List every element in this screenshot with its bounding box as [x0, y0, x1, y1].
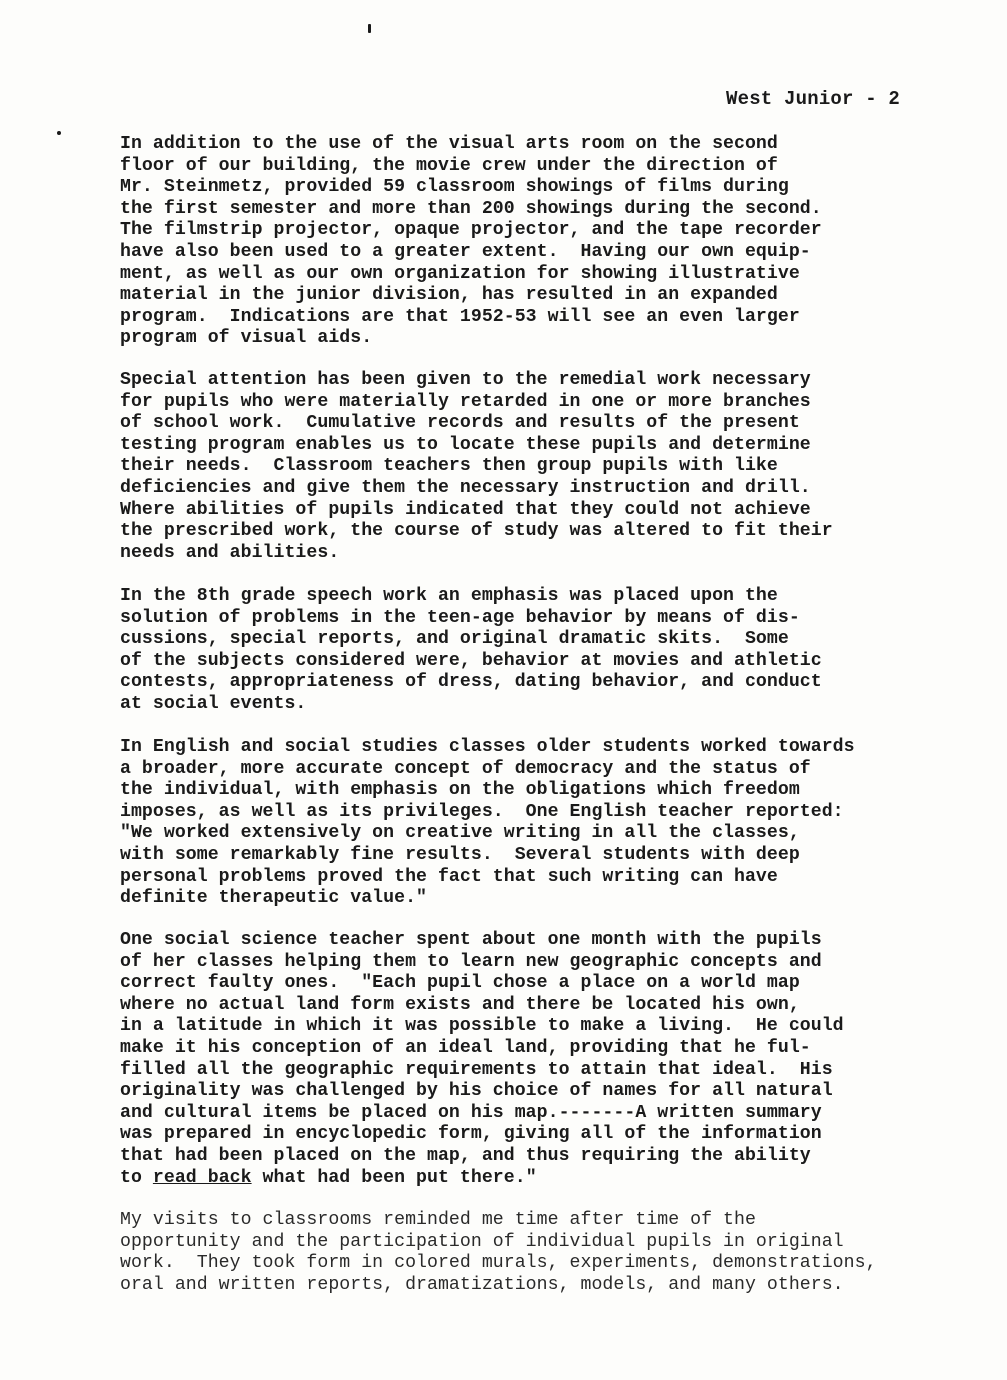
- text-line: for pupils who were materially retarded in one or more branches: [120, 391, 811, 412]
- text-line: at social events.: [120, 693, 307, 714]
- paragraph-english-social-studies: [120, 737, 1000, 910]
- text-line-last: [120, 1168, 1000, 1190]
- text-line: in a latitude in which it was possible to make a living. He could: [120, 1016, 844, 1037]
- text-line: program of visual aids.: [120, 328, 373, 349]
- text-line: Where abilities of pupils indicated that they could not achieve: [120, 499, 811, 520]
- text-line: My visits to classrooms reminded me time after time of the: [120, 1210, 756, 1230]
- text-line: that had been placed on the map, and thus requiring the ability: [120, 1145, 811, 1166]
- text-line: In English and social studies classes older students worked towards: [120, 737, 855, 757]
- text-line: testing program enables us to locate these pupils and determine: [120, 434, 811, 455]
- text-line: "We worked extensively on creative writing in all the classes,: [120, 823, 800, 844]
- text-line: One social science teacher spent about one month with the pupils: [120, 930, 822, 950]
- text-line: opportunity and the participation of individual pupils in original: [120, 1231, 844, 1252]
- text-fragment: to: [120, 1167, 153, 1188]
- text-line: was prepared in encyclopedic form, giving all of the information: [120, 1124, 822, 1145]
- text-line: definite therapeutic value.": [120, 888, 427, 909]
- text-line: floor of our building, the movie crew under the direction of: [120, 155, 778, 176]
- text-line: deficiencies and give them the necessary instruction and drill.: [120, 477, 811, 498]
- text-fragment: what had been put there.": [251, 1167, 537, 1188]
- paragraph-remedial-work: [120, 370, 1000, 564]
- paragraph-classroom-visits: [120, 1210, 1000, 1296]
- text-line: oral and written reports, dramatizations, models, and many others.: [120, 1274, 844, 1295]
- page-header: West Junior - 2: [726, 88, 901, 110]
- text-line: work. They took form in colored murals, experiments, demonstrations,: [120, 1253, 877, 1274]
- text-line: The filmstrip projector, opaque projector, and the tape recorder: [120, 220, 822, 241]
- paragraph-visual-aids: [120, 134, 1000, 350]
- text-line: ment, as well as our own organization for showing illustrative: [120, 263, 800, 284]
- text-line: originality was challenged by his choice of names for all natural: [120, 1081, 833, 1102]
- text-line: the prescribed work, the course of study was altered to fit their: [120, 521, 833, 542]
- text-line: filled all the geographic requirements to attain that ideal. His: [120, 1059, 833, 1080]
- stray-dot-left: [57, 131, 61, 135]
- text-line: with some remarkably fine results. Several students with deep: [120, 844, 800, 865]
- text-line: their needs. Classroom teachers then group pupils with like: [120, 456, 778, 477]
- text-line: imposes, as well as its privileges. One English teacher reported:: [120, 801, 844, 822]
- text-line: cussions, special reports, and original dramatic skits. Some: [120, 629, 789, 650]
- text-line: make it his conception of an ideal land, providing that he ful-: [120, 1037, 811, 1058]
- text-line: a broader, more accurate concept of democracy and the status of: [120, 758, 811, 779]
- text-line: Special attention has been given to the remedial work necessary: [120, 370, 811, 390]
- text-line: contests, appropriateness of dress, dating behavior, and conduct: [120, 672, 822, 693]
- paragraph-geography: [120, 930, 1000, 1189]
- text-line: personal problems proved the fact that such writing can have: [120, 866, 778, 887]
- text-line: of the subjects considered were, behavior at movies and athletic: [120, 650, 822, 671]
- text-line: needs and abilities.: [120, 542, 340, 563]
- stray-mark-top: [368, 24, 371, 33]
- text-line: of her classes helping them to learn new geographic concepts and: [120, 951, 822, 972]
- text-line: have also been used to a greater extent. Having our own equip-: [120, 241, 811, 262]
- paragraph-speech-work: [120, 586, 1000, 716]
- underlined-phrase: read back: [152, 1167, 252, 1188]
- text-line: Mr. Steinmetz, provided 59 classroom showings of films during: [120, 177, 789, 198]
- text-line: the individual, with emphasis on the obligations which freedom: [120, 780, 800, 801]
- text-line: material in the junior division, has resulted in an expanded: [120, 285, 778, 306]
- text-line: the first semester and more than 200 showings during the second.: [120, 198, 822, 219]
- text-line: In addition to the use of the visual arts room on the second: [120, 134, 778, 154]
- text-line: correct faulty ones. "Each pupil chose a place on a world map: [120, 973, 800, 994]
- text-line: and cultural items be placed on his map.-------A written summary: [120, 1102, 822, 1123]
- text-line: of school work. Cumulative records and results of the present: [120, 413, 800, 434]
- text-line: In the 8th grade speech work an emphasis was placed upon the: [120, 586, 778, 606]
- text-line: program. Indications are that 1952-53 will see an even larger: [120, 306, 800, 327]
- text-line: where no actual land form exists and there be located his own,: [120, 994, 800, 1015]
- text-line: solution of problems in the teen-age behavior by means of dis-: [120, 607, 800, 628]
